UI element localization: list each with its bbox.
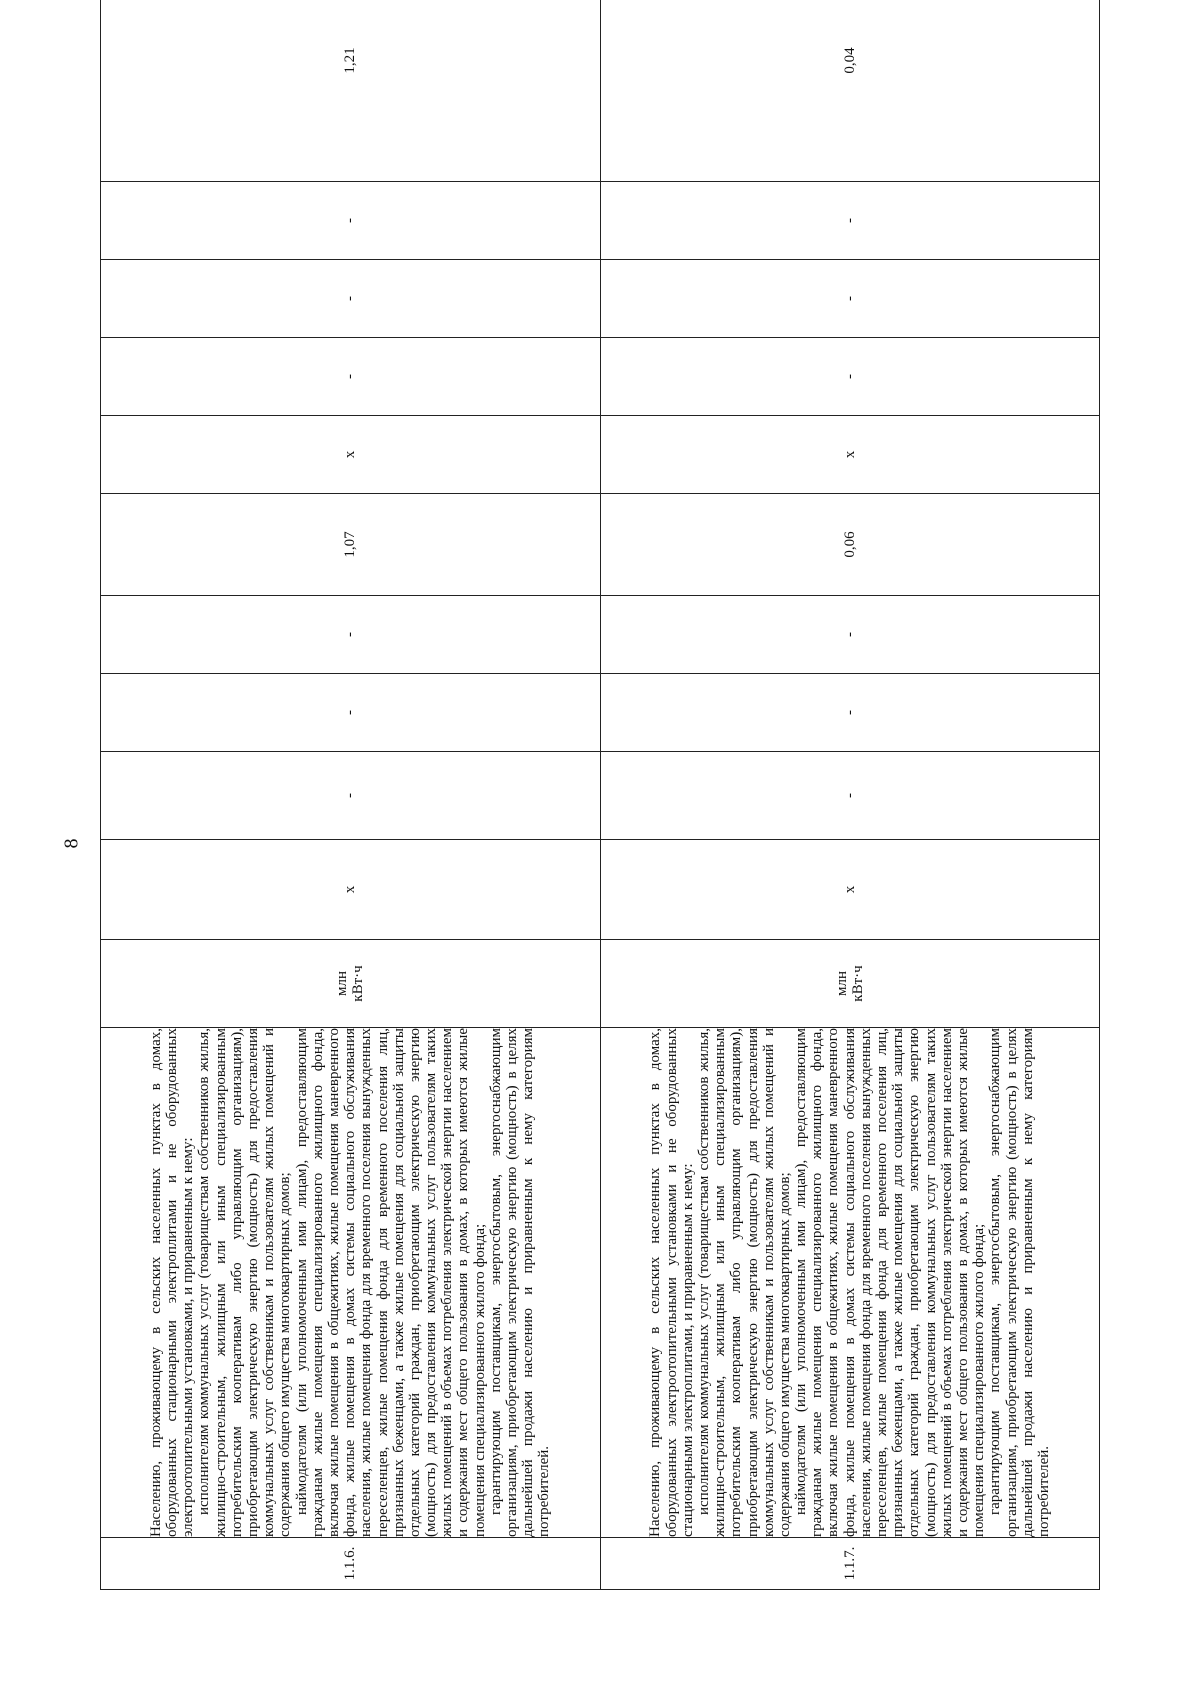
unit-line: млн [334,971,351,997]
description-paragraph: наймодателям (или уполномоченным ими лицам), предоставляющим гражданам жилые помещения специализированного жилищного фонда, включая жилые помещения в общежитиях, жилые помещения маневренного фонда, жилые помещения в домах системы социального обслуживания населения, жилые помещения фонда для временного поселения вынужденных переселенцев, жилые помещения фонда для временного поселения лиц, признанных беженцами, а также жилые помещения для социальной защиты отдельных категорий граждан, приобретающим электрическую энергию (мощность) для предоставления коммунальных услуг пользователям таких жилых помещений в объемах потребления электрической энергии населением и содержания мест общего пользования в домах, в которых имеются жилые помещения специализированного жилого фонда; [293,1028,488,1537]
unit-line: кВт·ч [849,965,866,1002]
value-cell: - [600,752,1100,840]
value-cell: х [600,840,1100,940]
value-cell: - [101,260,601,338]
value-cell: - [101,752,601,840]
unit-line: млн [833,971,850,997]
value-cell: 0,04 [600,0,1100,182]
unit-cell [101,940,601,1028]
value-cell: - [600,338,1100,416]
tariff-table [100,0,1100,1590]
value-cell: х [101,840,601,940]
value-cell: - [101,338,601,416]
row-description [101,1028,601,1538]
row-code: 1.1.6. [101,1538,601,1590]
value-cell: х [600,416,1100,494]
unit-line: кВт·ч [350,965,367,1002]
description-paragraph: гарантирующим поставщикам, энергосбытовым, энергоснабжающим организациям, приобретающим электрическую энергию (мощность) в целях дальнейшей продажи населению и приравненным к нему категориям потребителей. [987,1028,1052,1537]
value-cell: - [600,674,1100,752]
description-paragraph: исполнителям коммунальных услуг (товариществам собственников жилья, жилищно-строительным, жилищным или иным специализированным потребительским кооперативам либо управляющим организациям), приобретающим электрическую энергию (мощность) для предоставления коммунальных услуг собственникам и пользователям жилых помещений и содержания общего имущества многоквартирных домов; [695,1028,793,1537]
value-cell: - [101,674,601,752]
landscape-page [100,40,1100,1590]
description-paragraph: гарантирующим поставщикам, энергосбытовым, энергоснабжающим организациям, приобретающим электрическую энергию (мощность) в целях дальнейшей продажи населению и приравненным к нему категориям потребителей. [487,1028,553,1537]
table-row [600,0,1100,1590]
value-cell: - [600,260,1100,338]
row-code: 1.1.7. [600,1538,1100,1590]
row-description [600,1028,1100,1538]
value-cell: 0,06 [600,494,1100,596]
value-cell: - [101,596,601,674]
value-cell: - [101,182,601,260]
unit-cell [600,940,1100,1028]
value-cell: - [600,596,1100,674]
description-paragraph: Населению, проживающему в сельских населенных пунктах в домах, оборудованных электроотопительными установками и не оборудованных стационарными электроплитами, и приравненным к нему: [647,1028,696,1537]
value-cell: х [101,416,601,494]
value-cell: 1,07 [101,494,601,596]
description-paragraph: наймодателям (или уполномоченным ими лицам), предоставляющим гражданам жилые помещения специализированного жилищного фонда, включая жилые помещения в общежитиях, жилые помещения маневренного фонда, жилые помещения в домах системы социального обслуживания населения, жилые помещения фонда для временного поселения вынужденных переселенцев, жилые помещения фонда для временного поселения лиц, признанных беженцами, а также жилые помещения для социальной защиты отдельных категорий граждан, приобретающим электрическую энергию (мощность) для предоставления коммунальных услуг пользователям таких жилых помещений в объемах потребления электрической энергии населением и содержания мест общего пользования в домах, в которых имеются жилые помещения специализированного жилого фонда; [793,1028,988,1537]
rotated-table-wrapper [100,40,1100,1590]
description-paragraph: Населению, проживающему в сельских населенных пунктах в домах, оборудованных стационарными электроплитами и не оборудованных электроотопительными установками, и приравненным к нему: [147,1028,197,1537]
page-number: 8 [60,838,83,849]
value-cell: 1,21 [101,0,601,182]
description-paragraph: исполнителям коммунальных услуг (товариществам собственников жилья, жилищно-строительным, жилищным или иным специализированным потребительским кооперативам либо управляющим организациям), приобретающим электрическую энергию (мощность) для предоставления коммунальных услуг собственникам и пользователям жилых помещений и содержания общего имущества многоквартирных домов; [196,1028,294,1537]
value-cell: - [600,182,1100,260]
table-row [101,0,601,1590]
